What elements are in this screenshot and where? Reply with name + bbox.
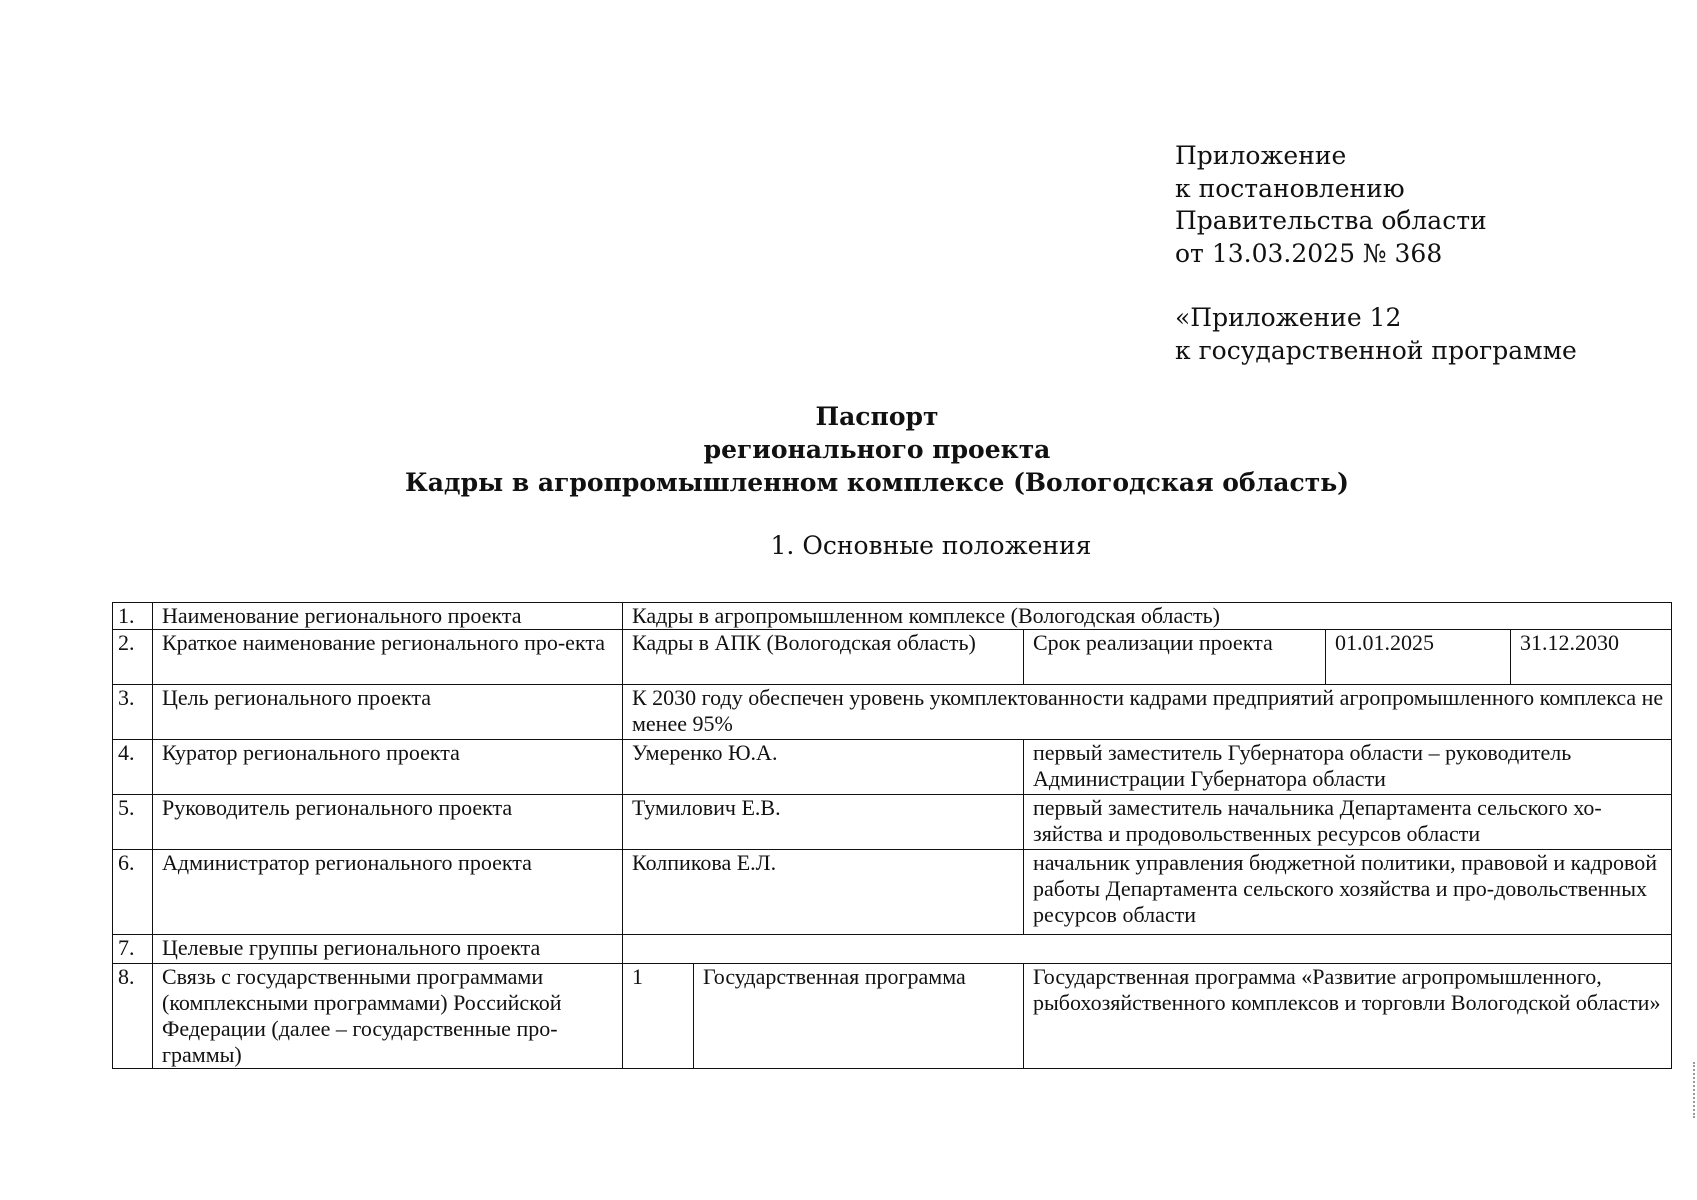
row-number: 8. xyxy=(113,964,153,1069)
position-cell: первый заместитель Губернатора области – руководитель Администрации Губернатора области xyxy=(1024,740,1672,795)
table-row xyxy=(113,603,1672,630)
approval-line: «Приложение 12 xyxy=(1175,303,1402,332)
term-label-cell: Срок реализации проекта xyxy=(1024,630,1326,685)
person-cell: Тумилович Е.В. xyxy=(623,795,1024,850)
row-label: Целевые группы регионального проекта xyxy=(153,935,623,964)
approval-line: Приложение xyxy=(1175,141,1347,170)
table-row xyxy=(113,630,1672,685)
row-number: 2. xyxy=(113,630,153,685)
person-cell: Умеренко Ю.А. xyxy=(623,740,1024,795)
row-label: Администратор регионального проекта xyxy=(153,850,623,935)
row-value xyxy=(623,935,1672,964)
approval-line: от 13.03.2025 № 368 xyxy=(1175,238,1443,268)
row-label: Краткое наименование регионального про-екта xyxy=(153,630,623,685)
row-label: Куратор регионального проекта xyxy=(153,740,623,795)
start-date-cell: 01.01.2025 xyxy=(1326,630,1511,685)
spacer xyxy=(1175,270,1577,302)
program-name-cell: Государственная программа «Развитие агропромышленного, рыбохозяйственного комплексов и торговли Вологодской области» xyxy=(1024,964,1672,1069)
table-row xyxy=(113,795,1672,850)
table-row xyxy=(113,935,1672,964)
document-title xyxy=(0,400,1697,499)
row-number: 3. xyxy=(113,685,153,740)
approval-line: к постановлению xyxy=(1175,173,1405,203)
table-row xyxy=(113,685,1672,740)
row-label: Наименование регионального проекта xyxy=(153,603,623,630)
approval-block xyxy=(1175,140,1577,367)
approval-line: к государственной программе xyxy=(1175,335,1577,365)
row-number: 5. xyxy=(113,795,153,850)
table-row xyxy=(113,850,1672,935)
section-heading: 1. Основные положения xyxy=(770,531,1092,560)
title-line: Кадры в агропромышленном комплексе (Вологодская область) xyxy=(404,468,1349,497)
row-number: 1. xyxy=(113,603,153,630)
table-row xyxy=(113,740,1672,795)
row-value: Кадры в агропромышленном комплексе (Вологодская область) xyxy=(623,603,1672,630)
person-cell: Колпикова Е.Л. xyxy=(623,850,1024,935)
approval-line: Правительства области xyxy=(1175,206,1487,235)
scan-margin-mark xyxy=(1693,1062,1697,1118)
program-index-cell: 1 xyxy=(623,964,694,1069)
title-line: Паспорт xyxy=(815,402,939,431)
row-label: Цель регионального проекта xyxy=(153,685,623,740)
end-date-cell: 31.12.2030 xyxy=(1511,630,1672,685)
row-label: Руководитель регионального проекта xyxy=(153,795,623,850)
row-number: 7. xyxy=(113,935,153,964)
position-cell: первый заместитель начальника Департамента сельского хо-зяйства и продовольственных ресурсов области xyxy=(1024,795,1672,850)
row-value: К 2030 году обеспечен уровень укомплектованности кадрами предприятий агропромышленного комплекса не менее 95% xyxy=(623,685,1672,740)
row-number: 6. xyxy=(113,850,153,935)
program-type-cell: Государственная программа xyxy=(694,964,1024,1069)
short-name-cell: Кадры в АПК (Вологодская область) xyxy=(623,630,1024,685)
row-number: 4. xyxy=(113,740,153,795)
table-row xyxy=(113,964,1672,1069)
passport-table xyxy=(112,602,1672,1069)
title-line: регионального проекта xyxy=(703,435,1051,464)
position-cell: начальник управления бюджетной политики, правовой и кадровой работы Департамента сельского хозяйства и про-довольственных ресурсов области xyxy=(1024,850,1672,935)
row-label: Связь с государственными программами (комплексными программами) Российской Федерации (далее – государственные про-граммы) xyxy=(153,964,623,1069)
